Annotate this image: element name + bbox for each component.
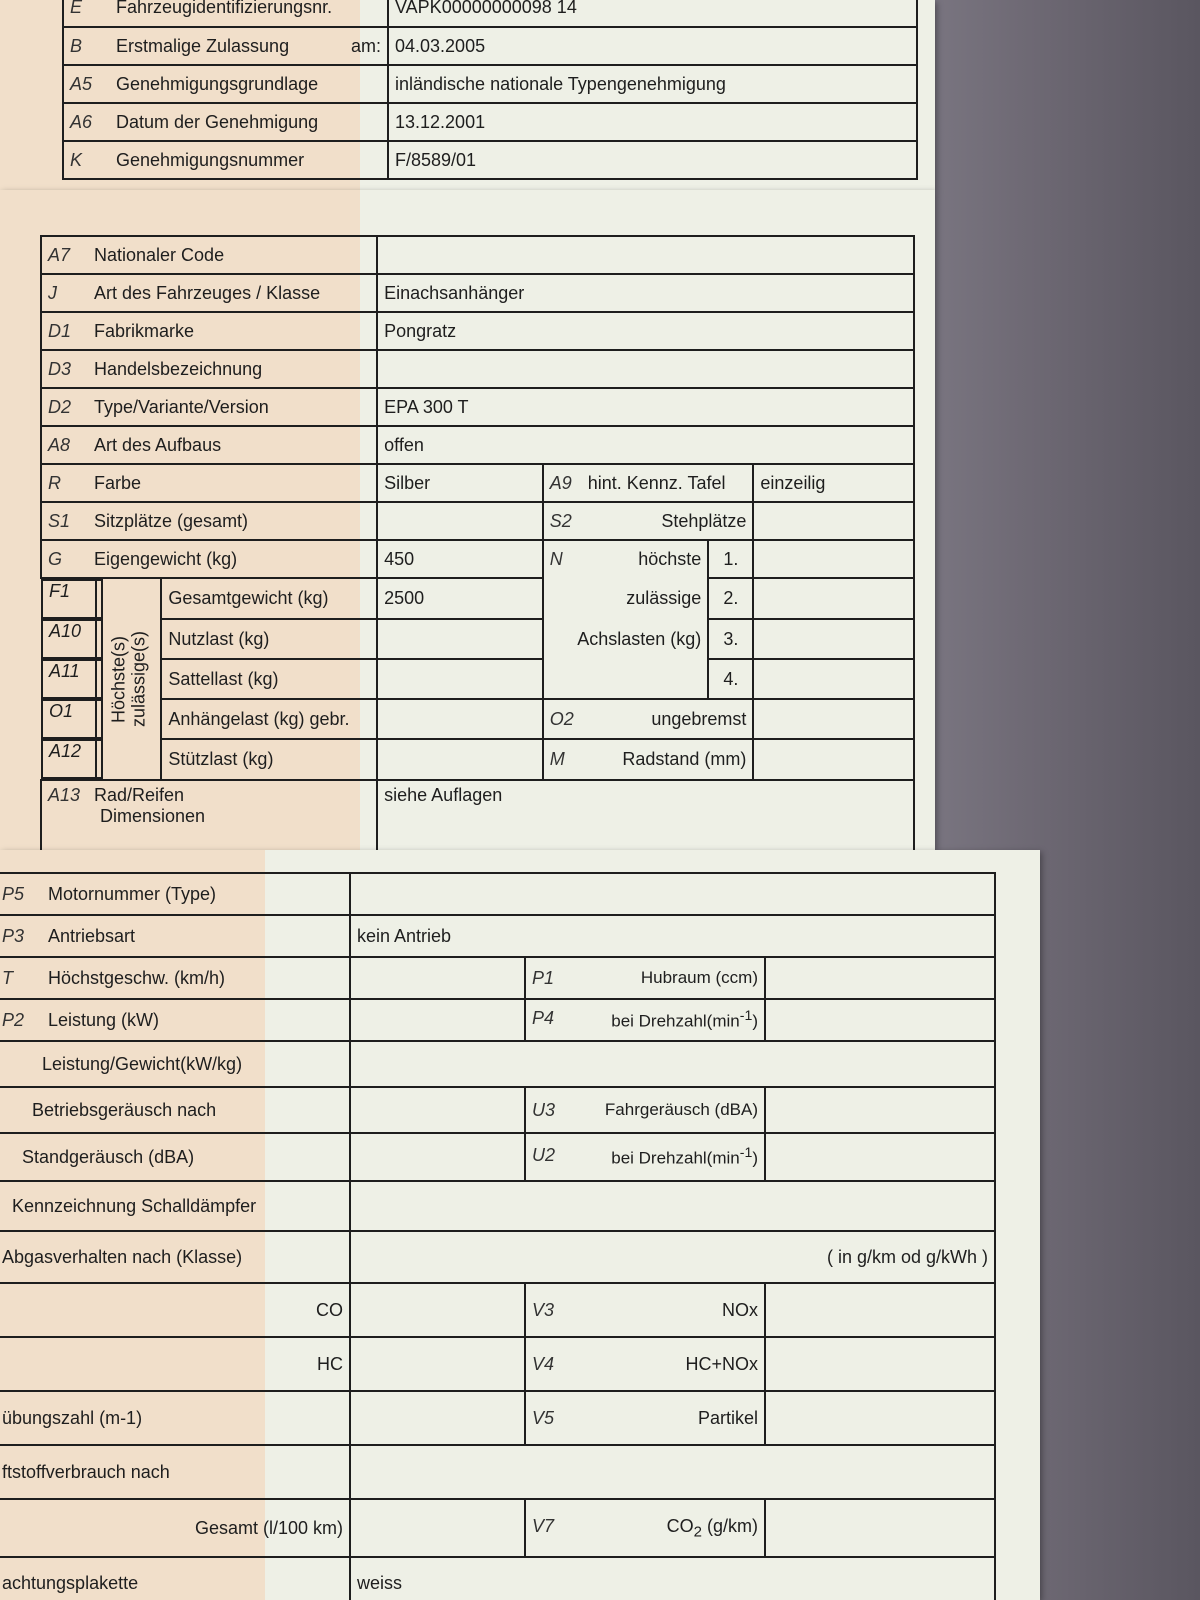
label: Sattellast (kg) <box>161 659 377 699</box>
row-f1: F1Höchste(s) zulässige(s) Gesamtgewicht (kg) 2500 zulässige 2. <box>41 578 914 619</box>
value-displacement <box>765 957 995 999</box>
row-a12: A12 Stützlast (kg) M Radstand (mm) <box>41 739 914 780</box>
label: HC <box>0 1337 350 1391</box>
label: Motornummer (Type) <box>48 883 217 904</box>
label: Genehmigungsgrundlage <box>116 73 319 94</box>
label-am: am: <box>350 35 381 56</box>
value-saddle-load <box>377 659 543 699</box>
value-power <box>350 999 525 1041</box>
label: Eigengewicht (kg) <box>94 548 238 569</box>
document-sheet-bottom <box>0 850 1040 1600</box>
value-total-weight: 2500 <box>377 578 543 619</box>
value-vin: VAPK00000000098 14 <box>388 0 917 27</box>
label: NOx <box>722 1299 758 1320</box>
row-d1: D1 Fabrikmarke Pongratz <box>41 312 914 350</box>
row-r: R Farbe Silber A9 hint. Kennz. Tafel einzeilig <box>41 464 914 502</box>
row-a6: A6 Datum der Genehmigung 13.12.2001 <box>63 103 917 141</box>
label: Anhängelast (kg) gebr. <box>161 699 377 739</box>
row-k: K Genehmigungsnummer F/8589/01 <box>63 141 917 179</box>
label: Handelsbezeichnung <box>94 358 263 379</box>
label: übungszahl (m-1) <box>0 1391 350 1445</box>
axle-4: 4. <box>708 659 753 699</box>
engine-emission-table <box>0 872 996 1600</box>
label: ungebremst <box>651 708 747 729</box>
row-a5: A5 Genehmigungsgrundlage inländische nationale Typengenehmigung <box>63 65 917 103</box>
value-support-load <box>377 739 543 780</box>
vehicle-data-table <box>40 235 915 850</box>
label: Nationaler Code <box>94 244 225 265</box>
value-type: EPA 300 T <box>377 388 914 426</box>
value-max-speed <box>350 957 525 999</box>
value-first-registration: 04.03.2005 <box>388 27 917 65</box>
label: Fabrikmarke <box>94 320 195 341</box>
label: Farbe <box>94 472 142 493</box>
value-axle-1 <box>753 540 914 578</box>
row-d3: D3 Handelsbezeichnung <box>41 350 914 388</box>
value-approval-date: 13.12.2001 <box>388 103 917 141</box>
label: bei Drehzahl(min <box>611 1011 740 1031</box>
row-a13: A13 Rad/Reifen Dimensionen siehe Auflagen <box>41 780 914 850</box>
value-vehicle-class: Einachsanhänger <box>377 274 914 312</box>
row-fuel <box>0 1445 995 1499</box>
row-total-consumption: Gesamt (l/100 km) V7 $CO_2$ (g/km) <box>0 1499 995 1557</box>
row-noise: Betriebsgeräusch nach U3 Fahrgeräusch (dBA) <box>0 1087 995 1133</box>
label: Art des Aufbaus <box>94 434 222 455</box>
label: Erstmalige Zulassung <box>116 35 290 56</box>
value-approval-basis: inländische nationale Typengenehmigung <box>388 65 917 103</box>
label: Gesamtgewicht (kg) <box>161 578 377 619</box>
label: Stützlast (kg) <box>161 739 377 780</box>
label: hint. Kennz. Tafel <box>587 472 726 493</box>
value-trade-name <box>377 350 914 388</box>
value-plate: einzeilig <box>753 464 914 502</box>
value-national-code <box>377 236 914 274</box>
row-power-weight <box>0 1041 995 1087</box>
row-sticker <box>0 1557 995 1600</box>
label: Dimensionen <box>100 806 206 826</box>
row-p2: P2 Leistung (kW) P4 bei $Drehzahl(\min^{-1})$ <box>0 999 995 1041</box>
value-wheelbase <box>753 739 914 780</box>
axle-1: 1. <box>708 540 753 578</box>
label: Partikel <box>697 1407 758 1428</box>
row-o1: O1 Anhängelast (kg) gebr. O2 ungebremst <box>41 699 914 739</box>
label: CO <box>666 1515 694 1536</box>
value-axle-4 <box>753 659 914 699</box>
row-co: CO V3 NOx <box>0 1283 995 1337</box>
axle-2: 2. <box>708 578 753 619</box>
value-tires: siehe Auflagen <box>377 780 914 850</box>
label: CO <box>0 1283 350 1337</box>
row-a11: A11 Sattellast (kg) 4. <box>41 659 914 699</box>
row-hc: HC V4 HC+NOx <box>0 1337 995 1391</box>
row-standing-noise: Standgeräusch (dBA) U2 bei $Drehzahl(\min^{-1})$ <box>0 1133 995 1181</box>
value-seats <box>377 502 543 540</box>
label: Type/Variante/Version <box>94 396 269 417</box>
row-t: T Höchstgeschw. (km/h) P1 Hubraum (ccm) <box>0 957 995 999</box>
label: Kennzeichnung Schalldämpfer <box>0 1181 350 1231</box>
row-silencer <box>0 1181 995 1231</box>
label: Leistung (kW) <box>48 1009 160 1030</box>
vertical-label: Höchste(s) zulässige(s) <box>96 578 161 780</box>
axle-3: 3. <box>708 619 753 659</box>
value-standing <box>753 502 914 540</box>
row-rpm: übungszahl (m-1) V5 Partikel <box>0 1391 995 1445</box>
row-a8: A8 Art des Aufbaus offen <box>41 426 914 464</box>
value-empty-weight: 450 <box>377 540 543 578</box>
row-e: E Fahrzeugidentifizierungsnr. VAPK00000000098 14 <box>63 0 917 27</box>
label: Hubraum (ccm) <box>640 967 758 987</box>
row-s1: S1 Sitzplätze (gesamt) S2 Stehplätze <box>41 502 914 540</box>
label: Leistung/Gewicht(kW/kg) <box>0 1041 350 1087</box>
label: Radstand (mm) <box>622 749 747 769</box>
value-color: Silber <box>377 464 543 502</box>
label: Höchstgeschw. (km/h) <box>48 967 226 988</box>
value-engine-number <box>350 873 995 915</box>
row-j: J Art des Fahrzeuges / Klasse Einachsanhänger <box>41 274 914 312</box>
label: Standgeräusch (dBA) <box>0 1133 350 1181</box>
row-emission-class <box>0 1231 995 1283</box>
value-axle-2 <box>753 578 914 619</box>
label: Abgasverhalten nach (Klasse) <box>0 1231 350 1283</box>
label: Art des Fahrzeuges / Klasse <box>94 282 321 303</box>
value-payload <box>377 619 543 659</box>
row-a10: A10 Nutzlast (kg) Achslasten (kg) 3. <box>41 619 914 659</box>
value-body-type: offen <box>377 426 914 464</box>
label: HC+NOx <box>685 1353 758 1374</box>
label: Fahrzeugidentifizierungsnr. <box>116 0 333 17</box>
label: Stehplätze <box>661 510 747 531</box>
document-sheet-top <box>0 0 935 190</box>
value-approval-number: F/8589/01 <box>388 141 917 179</box>
label: Betriebsgeräusch nach <box>0 1087 350 1133</box>
value-make: Pongratz <box>377 312 914 350</box>
label: Achslasten (kg) <box>543 619 709 659</box>
value-drive-type: kein Antrieb <box>350 915 995 957</box>
value-sticker: weiss <box>350 1557 995 1600</box>
value-braked-trailer <box>377 699 543 739</box>
row-p3: P3 Antriebsart kein Antrieb <box>0 915 995 957</box>
registration-table <box>62 0 918 180</box>
row-p5: P5 Motornummer (Type) <box>0 873 995 915</box>
document-sheet-middle <box>0 190 935 850</box>
label: bei Drehzahl(min <box>611 1148 740 1168</box>
label: Antriebsart <box>48 925 136 946</box>
value-unbraked-trailer <box>753 699 914 739</box>
label: Sitzplätze (gesamt) <box>94 510 249 531</box>
label: Datum der Genehmigung <box>116 111 319 132</box>
emission-unit: ( in g/km od g/kWh ) <box>350 1231 995 1283</box>
label: zulässige <box>543 578 709 619</box>
label: Nutzlast (kg) <box>161 619 377 659</box>
label: Rad/Reifen <box>94 785 185 805</box>
value-axle-3 <box>753 619 914 659</box>
label: achtungsplakette <box>0 1557 350 1600</box>
row-a7: A7 Nationaler Code <box>41 236 914 274</box>
row-b: B Erstmalige Zulassung am: 04.03.2005 <box>63 27 917 65</box>
label: Fahrgeräusch (dBA) <box>604 1099 758 1119</box>
label: Gesamt (l/100 km) <box>0 1499 350 1557</box>
label: Genehmigungsnummer <box>116 149 305 170</box>
label: ftstoffverbrauch nach <box>0 1445 350 1499</box>
row-g: G Eigengewicht (kg) 450 N höchste 1. <box>41 540 914 578</box>
label: höchste <box>638 549 702 569</box>
row-d2: D2 Type/Variante/Version EPA 300 T <box>41 388 914 426</box>
